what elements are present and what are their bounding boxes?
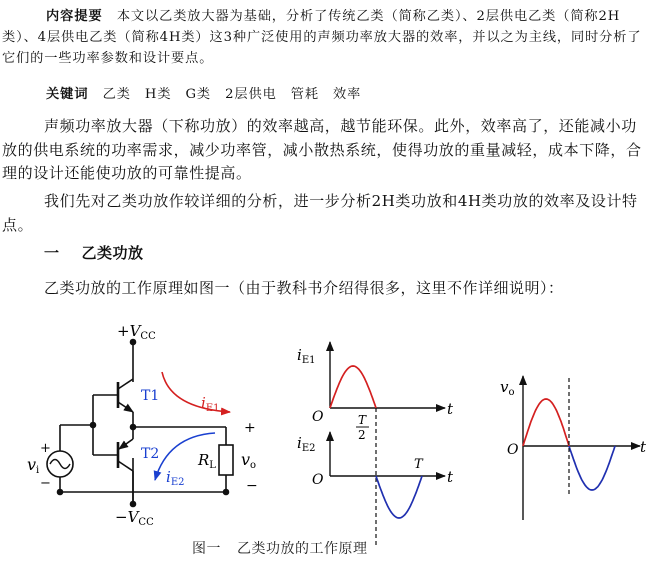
caption-number: 图一 [192, 541, 221, 557]
vo-label: vo [241, 450, 257, 471]
t2-label: T2 [141, 446, 160, 462]
svg-text:iE1: $i_{E1}$ [297, 346, 316, 366]
svg-text:t: t [447, 468, 454, 486]
vcc-neg-label: $-V_{CC}$ [115, 508, 154, 528]
keywords-items: 乙类 H类 G类 2层供电 管耗 效率 [102, 87, 362, 102]
svg-text:t: t [447, 400, 454, 418]
figure-intro: 乙类功放的工作原理如图一（由于教科书介绍得很多，这里不作详细说明）： [44, 279, 564, 297]
t1-collector [118, 379, 133, 389]
paragraph-2: 我们先对乙类功放作较详细的分析，进一步分析2H类功放和4H类功放的效率及设计特点。 [2, 192, 638, 234]
vo-waveform-positive [523, 399, 569, 446]
vo-minus: − [246, 478, 258, 494]
svg-text:O: O [312, 472, 324, 488]
figure-caption [192, 538, 368, 558]
tick-half-period-num: T [358, 413, 367, 427]
ie1-label: $i_{E1}$ [201, 394, 220, 414]
abstract-label: 内容提要 [46, 9, 103, 24]
vo-waveform-negative [569, 446, 615, 490]
ie2-waveform [376, 476, 422, 518]
ie1-arrow [162, 372, 230, 412]
t2-collector [118, 461, 133, 471]
vo-plus: + [244, 420, 256, 436]
rl-label: $R_L$ [198, 451, 216, 471]
abstract-text: 本文以乙类放大器为基础，分析了传统乙类（简称乙类）、2层供电乙类（简称2H类）、4层供电乙类（简称4H类）这3种广泛使用的声频功率放大器的效率，并以之为主线，同时分析了它们的一些功率参数和设计要点。 [2, 9, 642, 66]
t2-emitter [119, 439, 133, 449]
svg-text:O: O [312, 409, 324, 425]
caption-text: 乙类功放的工作原理 [237, 541, 368, 557]
vi-plus: + [40, 441, 51, 456]
vi-label: vi [27, 455, 40, 476]
plot-vo [500, 376, 647, 520]
t1-emitter [118, 402, 133, 412]
ie2-label: $i_{E2}$ [166, 468, 185, 488]
svg-text:O: O [507, 442, 519, 458]
t1-label: T1 [141, 388, 160, 404]
paragraph-1: 声频功率放大器（下称功放）的效率越高，越节能环保。此外，效率高了，还能减小功放的供电系统的功率需求，减少功率管，减小散热系统，使得功放的重量减轻，成本下降，合理的设计还能使功放的可靠性提高。 [2, 117, 642, 182]
svg-text:t: t [640, 438, 647, 456]
svg-text:vo: $v_o$ [500, 378, 515, 398]
svg-text:iE2: $i_{E2}$ [297, 434, 316, 454]
keywords-label: 关键词 [46, 87, 89, 102]
ie1-waveform [330, 366, 376, 408]
load-resistor [219, 445, 233, 475]
tick-half-period-den: 2 [358, 428, 366, 442]
plot-ie1 [297, 342, 454, 545]
section-number: 一 [44, 244, 60, 262]
vi-minus: − [40, 476, 51, 491]
vcc-pos-label: $+V_{CC}$ [117, 322, 156, 342]
circuit-diagram [47, 340, 233, 507]
section-title: 乙类功放 [81, 244, 144, 262]
tick-period: T [414, 457, 423, 472]
